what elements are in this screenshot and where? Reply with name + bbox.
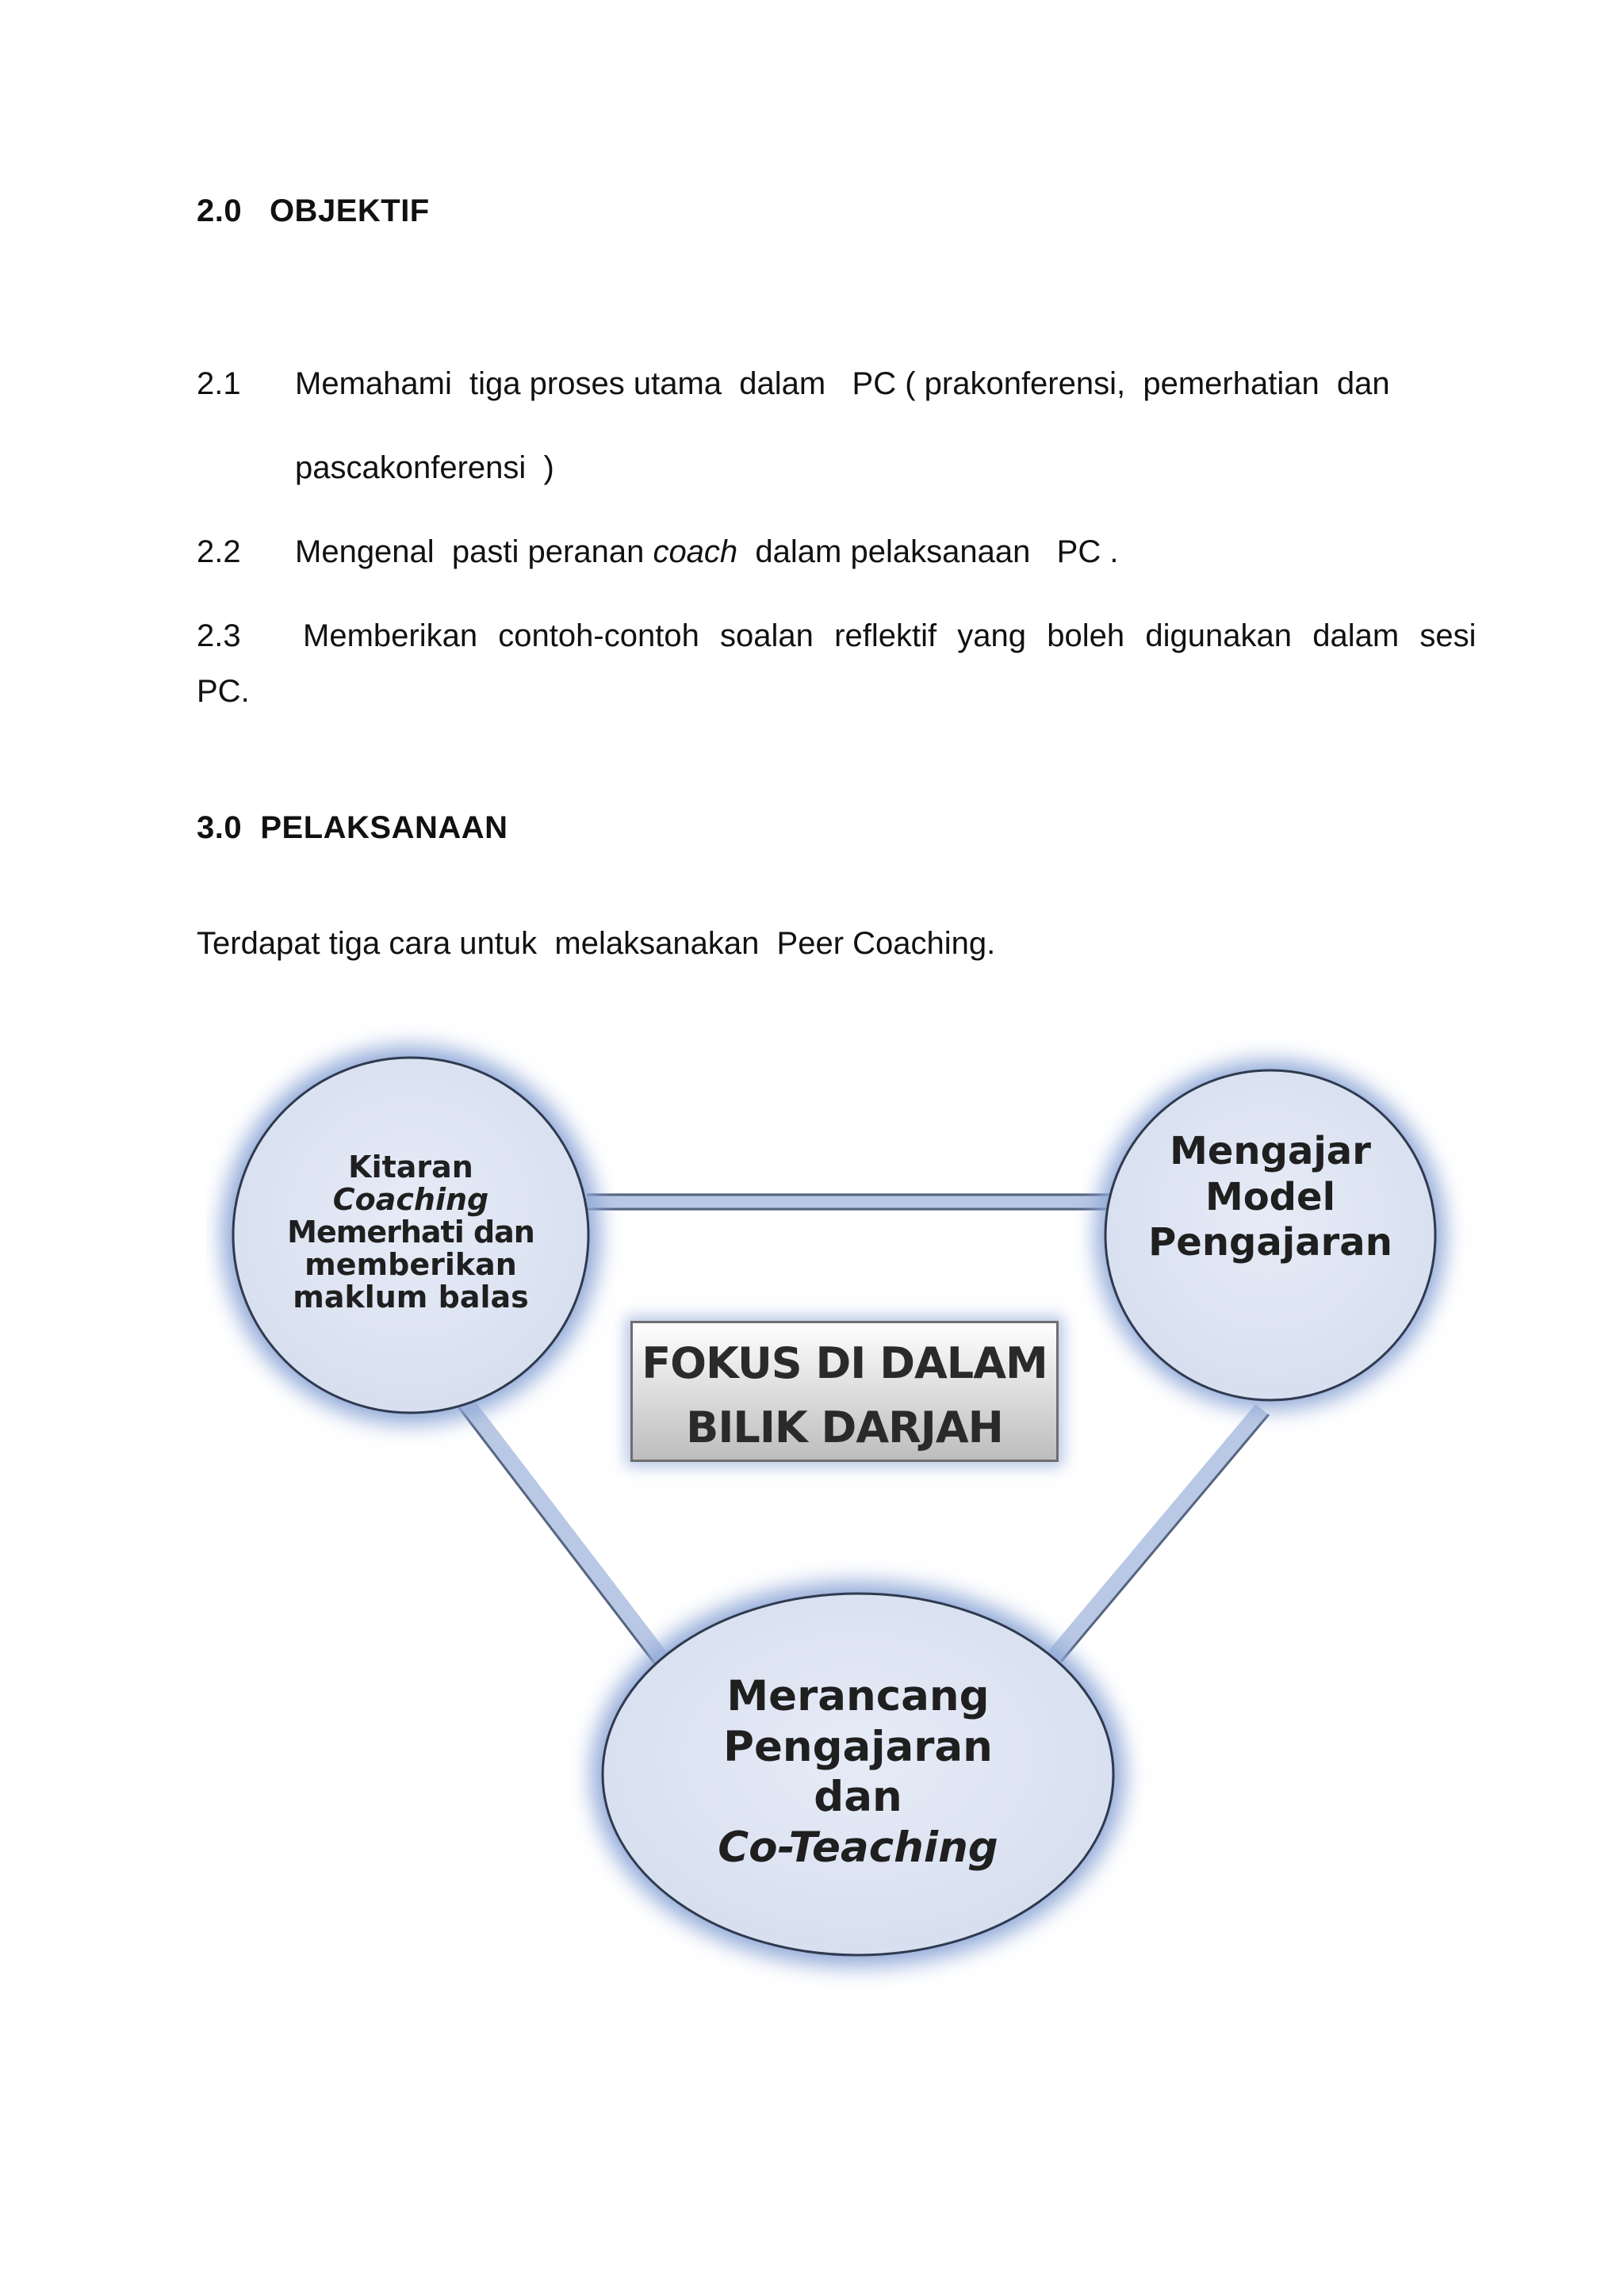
peer-coaching-diagram [206, 1023, 1475, 1990]
center-focus-line2: BILIK DARJAH [686, 1402, 1003, 1452]
item-text-2-1-line1: Memahami tiga proses utama dalam PC ( prakonferensi, pemerhatian dan [295, 366, 1390, 401]
left-circle-line1: Kitaran [348, 1150, 473, 1184]
left-circle-line2: Coaching [332, 1182, 489, 1218]
item-text-2-3-line2: PC. [197, 674, 250, 709]
bottom-circle-line2: Pengajaran [723, 1722, 993, 1771]
right-circle-line2: Model [1205, 1174, 1336, 1219]
item-text-2-1-line2: pascakonferensi ) [295, 450, 554, 485]
item-text-2-2-italic: coach [653, 534, 738, 569]
bottom-circle-line1: Merancang [726, 1672, 990, 1720]
item-text-2-3-line1: Memberikan contoh-contoh soalan reflektif yang boleh digunakan dalam sesi [303, 618, 1477, 653]
item-number-2-1: 2.1 [197, 366, 241, 401]
section-heading-pelaksanaan: 3.0 PELAKSANAAN [197, 810, 508, 845]
left-circle-line4: memberikan [304, 1247, 517, 1283]
item-text-2-2-before: Mengenal pasti peranan [295, 534, 653, 569]
center-focus-box [630, 1321, 1059, 1462]
item-number-2-3: 2.3 [197, 618, 241, 653]
section-heading-objektif: 2.0 OBJEKTIF [197, 193, 430, 228]
item-text-2-2-after: dalam pelaksanaan PC . [737, 534, 1119, 569]
item-text-2-2 [295, 534, 1118, 570]
bottom-circle-line3: dan [814, 1773, 902, 1822]
pelaksanaan-intro: Terdapat tiga cara untuk melaksanakan Peer Coaching. [197, 926, 996, 961]
bottom-circle-text [660, 1671, 1056, 1873]
right-circle-line3: Pengajaran [1148, 1220, 1392, 1265]
left-circle-line3: Memerhati dan [287, 1215, 534, 1250]
right-circle-line1: Mengajar [1170, 1129, 1371, 1173]
right-circle-text [1112, 1129, 1429, 1266]
center-focus-line1: FOKUS DI DALAM [642, 1338, 1048, 1388]
item-number-2-2: 2.2 [197, 534, 241, 569]
left-circle-text [252, 1151, 569, 1314]
left-circle-line5: maklum balas [293, 1280, 529, 1315]
bottom-circle-line4: Co-Teaching [718, 1823, 998, 1872]
